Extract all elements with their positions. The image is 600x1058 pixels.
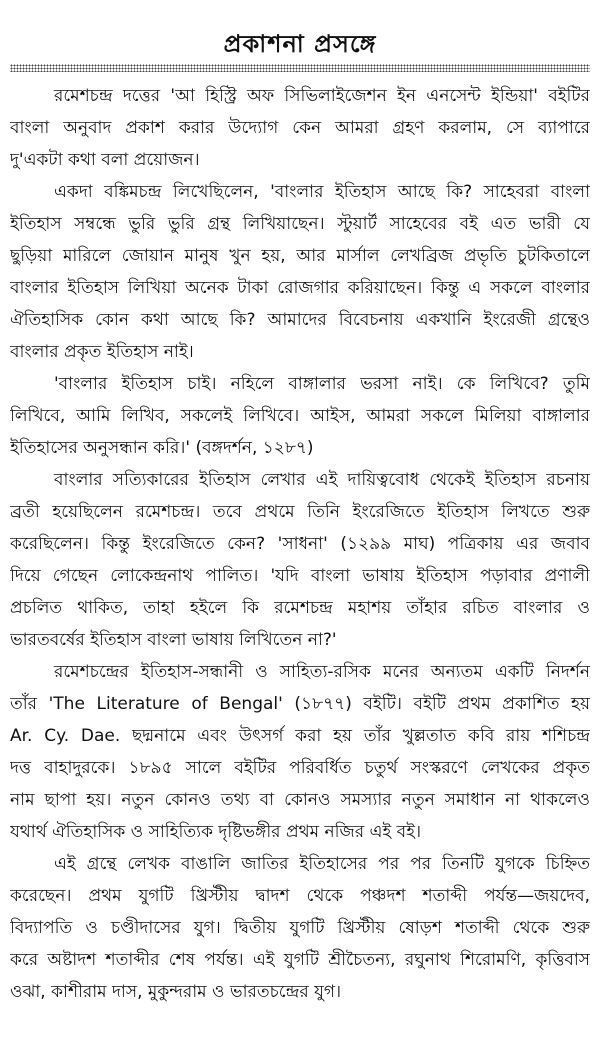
paragraph — [10, 464, 590, 656]
paragraph — [10, 80, 590, 176]
text-line: করে অষ্টাদশ শতাব্দীর শেষ পর্যন্ত। এই যুগটি শ্রীচৈতন্য, রঘুনাথ শিরোমণি, কৃত্তিবাস — [10, 950, 590, 970]
paragraph — [10, 656, 590, 848]
text-line: প্রচলিত থাকিত, তাহা হইলে কি রমেশচন্দ্র মহাশয় তাঁহার রচিত বাংলার ও — [10, 598, 590, 618]
paragraph — [10, 176, 590, 368]
text-line: নাম ছাপা হয়। নতুন কোনও তথ্য বা কোনও সমস্যার নতুন সমাধান না থাকলেও — [10, 790, 590, 810]
text-line: ঐতিহাসিক কোন কথা আছে কি? আমাদের বিবেচনায় একখানি ইংরেজী গ্রন্থেও — [10, 310, 590, 330]
text-line: ভারতবর্ষের ইতিহাস বাংলা ভাষায় লিখিতেন না?' — [10, 630, 337, 650]
text-line: বাংলার ইতিহাস লিখিয়া অনেক টাকা রোজগার করিয়াছেন। কিন্তু এ সকলে বাংলার — [10, 278, 590, 298]
text-line: 'বাংলার ইতিহাস চাই। নহিলে বাঙ্গালার ভরসা নাই। কে লিখিবে? তুমি — [54, 374, 590, 394]
paragraph — [10, 368, 590, 464]
dotted-divider — [10, 64, 590, 72]
text-line: ইতিহাসের অনুসন্ধান করি।' (বঙ্গদর্শন, ১২৮৭) — [10, 438, 314, 458]
text-line: যথার্থ ঐতিহাসিক ও সাহিত্যিক দৃষ্টিভঙ্গীর প্রথম নজির এই বই। — [10, 822, 422, 842]
text-line: বাংলার সত্যিকারের ইতিহাস লেখার এই দায়িত্ববোধ থেকেই ইতিহাস রচনায় — [54, 470, 590, 490]
text-line: করেছিলেন। কিন্তু ইংরেজিতে কেন? 'সাধনা' (১২৯৯ মাঘ) পত্রিকায় এর জবাব — [10, 534, 590, 554]
text-line: ওঝা, কাশীরাম দাস, মুকুন্দরাম ও ভারতচন্দ্রের যুগ। — [10, 982, 342, 1002]
text-line: দিয়ে গেছেন লোকেন্দ্রনাথ পালিত। 'যদি বাংলা ভাষায় ইতিহাস পড়াবার প্রণালী — [10, 566, 590, 586]
text-line: ইতিহাস সম্বন্ধে ভুরি ভুরি গ্রন্থ লিখিয়াছেন। স্টুয়ার্ট সাহেবের বই এত ভারী যে — [10, 214, 590, 234]
text-line: এই গ্রন্থে লেখক বাঙালি জাতির ইতিহাসের পর পর তিনটি যুগকে চিহ্নিত — [54, 854, 590, 874]
text-line: বিদ্যাপতি ও চণ্ডীদাসের যুগ। দ্বিতীয় যুগটি খ্রিস্টীয় ষোড়শ শতাব্দী থেকে শুরু — [10, 918, 590, 938]
text-line: দু'একটা কথা বলা প্রয়োজন। — [10, 150, 200, 170]
text-line: Ar. Cy. Dae. ছদ্মনামে এবং উৎসর্গ করা হয় তাঁর খুল্লতাত কবি রায় শশিচন্দ্র — [10, 726, 590, 746]
text-line: করেছেন। প্রথম যুগটি খ্রিস্টীয় দ্বাদশ থেকে পঞ্চদশ শতাব্দী পর্যন্ত—জয়দেব, — [10, 886, 590, 906]
text-line: ব্রতী হয়েছিলেন রমেশচন্দ্র। তবে প্রথমে তিনি ইংরেজিতে ইতিহাস লিখতে শুরু — [10, 502, 590, 522]
paragraph — [10, 848, 590, 1008]
text-line: ছুড়িয়া মারিলে জোয়ান মানুষ খুন হয়, আর মার্সাল লেখব্রিজ প্রভৃতি চুটকিতালে — [10, 246, 590, 266]
text-line: রমেশচন্দ্রের ইতিহাস-সন্ধানী ও সাহিত্য-রসিক মনের অন্যতম একটি নিদর্শন — [54, 662, 590, 682]
text-line: বাংলার প্রকৃত ইতিহাস নাই। — [10, 342, 194, 362]
text-line: রমেশচন্দ্র দত্তের 'আ হিস্ট্রি অফ সিভিলাইজেশন ইন এনসেন্ট ইন্ডিয়া' বইটির — [54, 86, 590, 106]
text-line: দত্ত বাহাদুরকে। ১৮৯৫ সালে বইটির পরিবর্ধিত চতুর্থ সংস্করণে লেখকের প্রকৃত — [10, 758, 590, 778]
text-line: বাংলা অনুবাদ প্রকাশ করার উদ্যোগ কেন আমরা গ্রহণ করলাম, সে ব্যাপারে — [10, 118, 590, 138]
text-line: একদা বঙ্কিমচন্দ্র লিখেছিলেন, 'বাংলার ইতিহাস আছে কি? সাহেবরা বাংলা — [54, 182, 590, 202]
text-line: লিখিবে, আমি লিখিব, সকলেই লিখিবে। আইস, আমরা সকলে মিলিয়া বাঙ্গালার — [10, 406, 590, 426]
body-text — [10, 80, 590, 1008]
page-title: প্রকাশনা প্রসঙ্গে — [223, 30, 377, 58]
text-line: তাঁর 'The Literature of Bengal' (১৮৭৭) বইটি। বইটি প্রথম প্রকাশিত হয় — [10, 694, 590, 714]
